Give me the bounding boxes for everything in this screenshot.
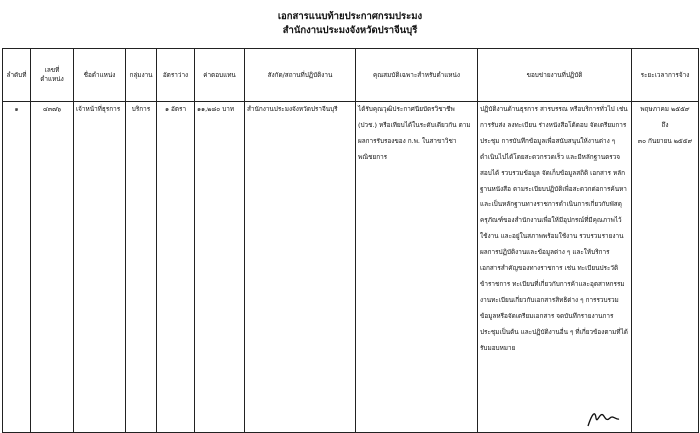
cell-position-name: เจ้าหน้าที่ธุรการ bbox=[74, 102, 126, 433]
table-row bbox=[3, 102, 699, 433]
cell-period bbox=[632, 102, 699, 433]
cell-qualification: ได้รับคุณวุฒิประกาศนียบัตรวิชาชีพ (ปวช.) หรือเทียบได้ในระดับเดียวกัน ตามผลการรับรองของ ก.พ. ในสาขาวิชาพณิชยการ bbox=[356, 102, 478, 433]
header-vacancy: อัตราว่าง bbox=[157, 49, 195, 102]
header-location: สังกัด/สถานที่ปฏิบัติงาน bbox=[245, 49, 356, 102]
header-qualification: คุณสมบัติเฉพาะสำหรับตำแหน่ง bbox=[356, 49, 478, 102]
job-table bbox=[2, 48, 699, 433]
header-pay: ค่าตอบแทน bbox=[195, 49, 245, 102]
cell-location: สำนักงานประมงจังหวัดปราจีนบุรี bbox=[245, 102, 356, 433]
period-start: พฤษภาคม ๒๕๕๙ bbox=[640, 105, 690, 113]
cell-duties: ปฏิบัติงานด้านธุรการ สารบรรณ หรือบริการทั่วไป เช่น การรับส่ง ลงทะเบียน ร่างหนังสือโต้ตอบ จัดเตรียมการประชุม การบันทึกข้อมูลเพื่อสนับสนุนให้งานต่าง ๆ ดำเนินไปได้โดยสะดวกรวดเร็ว และมีหลักฐานตรวจสอบได้ รวบรวมข้อมูล จัดเก็บข้อมูลสถิติ เอกสาร หลักฐานหนังสือ ตามระเบียบปฏิบัติเพื่อสะดวกต่อการค้นหา และเป็นหลักฐานทางราชการดำเนินการเกี่ยวกับพัสดุครุภัณฑ์ของสำนักงานเพื่อให้มีอุปกรณ์ที่มีคุณภาพไว้ใช้งาน และอยู่ในสภาพพร้อมใช้งาน รวบรวมรายงานผลการปฏิบัติงานและข้อมูลต่าง ๆ และให้บริการเอกสารสำคัญของทางราชการ เช่น ทะเบียนประวัติข้าราชการ ทะเบียนที่เกี่ยวกับการค้าและอุตสาหกรรม งานทะเบียนเกี่ยวกับเอกสารสิทธิต่าง ๆ การรวบรวมข้อมูลหรือจัดเตรียมเอกสาร จดบันทึกรายงานการประชุมเป็นต้น และปฏิบัติงานอื่น ๆ ที่เกี่ยวข้องตามที่ได้รับมอบหมาย bbox=[478, 102, 632, 433]
cell-no: ๑ bbox=[3, 102, 31, 433]
header-position-no: เลขที่ตำแหน่ง bbox=[31, 49, 74, 102]
header-period: ระยะเวลาการจ้าง bbox=[632, 49, 699, 102]
table-header-row bbox=[3, 49, 699, 102]
cell-vacancy: ๑ อัตรา bbox=[157, 102, 195, 433]
header-duties: ขอบข่ายงานที่ปฏิบัติ bbox=[478, 49, 632, 102]
period-end: ๓๐ กันยายน ๒๕๕๙ bbox=[637, 136, 693, 145]
document-subtitle: สำนักงานประมงจังหวัดปราจีนบุรี bbox=[282, 25, 418, 36]
header-no: ลำดับที่ bbox=[3, 49, 31, 102]
signature-mark bbox=[586, 406, 620, 428]
header-group: กลุ่มงาน bbox=[126, 49, 157, 102]
document-header bbox=[0, 10, 700, 38]
period-mid: ถึง bbox=[661, 120, 669, 129]
cell-pay: ๑๑,๒๘๐ บาท bbox=[195, 102, 245, 433]
document-title: เอกสารแนบท้ายประกาศกรมประมง bbox=[277, 11, 423, 22]
cell-group: บริการ bbox=[126, 102, 157, 433]
header-position-name: ชื่อตำแหน่ง bbox=[74, 49, 126, 102]
cell-position-no: ๔๓๗๖ bbox=[31, 102, 74, 433]
